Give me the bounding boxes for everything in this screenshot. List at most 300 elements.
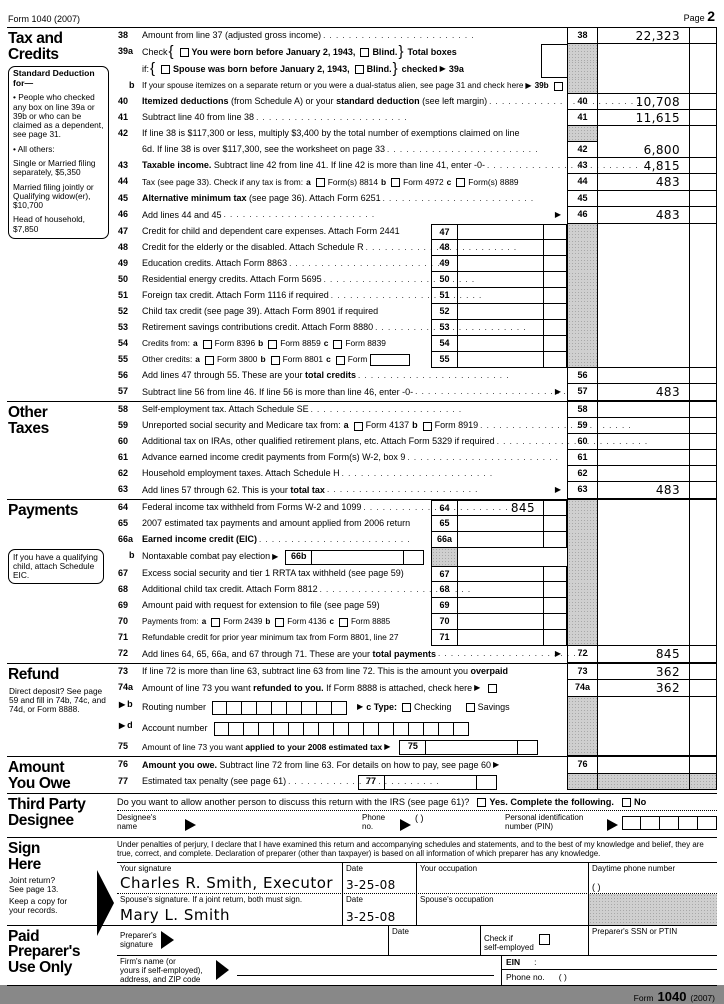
- line-number: 56: [118, 370, 129, 380]
- cents-entry: [690, 516, 717, 532]
- line-number: 70: [118, 616, 129, 626]
- line-letter: d: [127, 720, 133, 730]
- char-box: [242, 701, 257, 715]
- entry-line-number: 62: [567, 466, 598, 482]
- line-66a-row: [117, 532, 717, 548]
- line-label: Additional child tax credit. Attach Form 8812: [142, 584, 318, 595]
- line-39b-tag: 39b: [534, 80, 549, 90]
- dotted-leader: [256, 114, 562, 123]
- firm-name-cell[interactable]: [117, 956, 502, 985]
- line-number: 75: [118, 741, 129, 751]
- designee-yes-label: Yes. Complete the following.: [489, 797, 614, 807]
- cents-entry[interactable]: [690, 207, 717, 224]
- daytime-phone-value[interactable]: ( ): [592, 881, 601, 892]
- option-letter: b: [412, 420, 418, 431]
- line-41-row: [117, 110, 717, 126]
- line-69-inner-entry: [431, 598, 567, 614]
- entry-line-number: 41: [567, 110, 598, 126]
- entry-line-number: [567, 614, 598, 630]
- cents-entry[interactable]: [544, 320, 567, 336]
- cents-entry: [690, 598, 717, 614]
- cents-entry[interactable]: [544, 256, 567, 272]
- self-employed-checkbox[interactable]: [539, 934, 550, 945]
- cents-entry[interactable]: [544, 288, 567, 304]
- amount-entry[interactable]: [458, 598, 544, 614]
- line-number: 62: [118, 468, 129, 478]
- line-number: 59: [118, 420, 129, 430]
- cents-entry[interactable]: [690, 142, 717, 158]
- other-form-checkbox[interactable]: [336, 356, 345, 365]
- line-number: 72: [118, 648, 129, 658]
- cents-entry[interactable]: [544, 630, 567, 646]
- form-8801-checkbox[interactable]: [271, 356, 280, 365]
- char-box: [641, 816, 660, 830]
- your-date-cell[interactable]: [343, 863, 417, 893]
- entry-line-number: [567, 126, 598, 142]
- cents-entry[interactable]: [544, 598, 567, 614]
- entry-line-number: 49: [431, 256, 458, 272]
- arrow-icon: [357, 703, 363, 712]
- form-2439-checkbox[interactable]: [211, 618, 220, 627]
- arrow-icon: [216, 960, 229, 980]
- arrow-icon: [400, 819, 411, 831]
- designee-yes-checkbox[interactable]: [477, 798, 486, 807]
- cents-entry[interactable]: [544, 582, 567, 598]
- entry-line-number: [567, 256, 598, 272]
- cents-entry[interactable]: [690, 680, 717, 697]
- amount-entry[interactable]: [458, 630, 544, 646]
- standard-deduction-note-2: • All others:: [13, 145, 105, 154]
- cents-entry[interactable]: [544, 336, 567, 352]
- char-box: [379, 722, 394, 736]
- line-54-inner-entry: [431, 336, 567, 352]
- spouse-signature-value[interactable]: Mary L. Smith: [120, 905, 231, 924]
- cents-entry: [690, 739, 717, 756]
- designee-pin-entry[interactable]: [622, 816, 717, 830]
- cents-entry[interactable]: [544, 500, 567, 516]
- signature-table: [117, 862, 717, 925]
- spouse-born-before-1943-checkbox[interactable]: [161, 65, 170, 74]
- line-76-amount-entry[interactable]: [598, 757, 690, 774]
- form-8889-label: Form(s) 8889: [468, 176, 519, 187]
- line-49-inner-entry: [431, 256, 567, 272]
- line-72-amount-entry[interactable]: 845: [598, 646, 690, 663]
- your-date-value[interactable]: 3-25-08: [346, 877, 396, 892]
- section-payments: [7, 500, 717, 664]
- line-44-row: [117, 174, 717, 191]
- line-67-row: [117, 566, 717, 582]
- cents-entry: [690, 256, 717, 272]
- section-paid-preparer: [7, 926, 717, 986]
- line-label: Add lines 47 through 55. These are your: [142, 370, 305, 381]
- line-67-inner-entry: [431, 566, 567, 582]
- form-8888-checkbox[interactable]: [488, 684, 497, 693]
- cents-entry[interactable]: [544, 240, 567, 256]
- form-8839-checkbox[interactable]: [333, 340, 342, 349]
- cents-entry[interactable]: [544, 352, 567, 368]
- cents-entry: [690, 718, 717, 739]
- dotted-leader: [288, 778, 355, 787]
- form-4137-checkbox[interactable]: [354, 422, 363, 431]
- arrow-icon: [119, 700, 125, 709]
- cents-entry[interactable]: [544, 304, 567, 320]
- amount-entry[interactable]: [458, 614, 544, 630]
- cents-entry[interactable]: [690, 466, 717, 482]
- ein-row[interactable]: [502, 956, 717, 970]
- preparer-date-cell[interactable]: [389, 926, 481, 956]
- line-label: If line 72 is more than line 63, subtract line 63 from line 72. This is the amount you: [142, 666, 471, 677]
- entry-line-number: [567, 44, 598, 61]
- cents-entry[interactable]: [690, 384, 717, 401]
- line-65-inner-entry: [431, 516, 567, 532]
- amount-entry: [598, 718, 690, 739]
- entry-line-number: [567, 61, 598, 78]
- total-boxes-label-1: Total boxes: [407, 46, 457, 57]
- spouse-itemizes-checkbox[interactable]: [554, 82, 563, 91]
- cents-entry[interactable]: [690, 757, 717, 774]
- arrow-icon: [555, 486, 561, 495]
- line-74a-amount-entry[interactable]: 362: [598, 680, 690, 697]
- line-42-row-2: [117, 142, 717, 158]
- form-8859-checkbox[interactable]: [268, 340, 277, 349]
- phone-row[interactable]: [502, 970, 717, 984]
- entry-line-number: [567, 630, 598, 646]
- line-64-amount-entry[interactable]: 845: [458, 500, 544, 516]
- amount-entry[interactable]: [458, 516, 544, 532]
- line-label: Estimated tax penalty (see page 61): [142, 776, 287, 787]
- cents-entry[interactable]: [690, 191, 717, 207]
- form-8919-label: Form 8919: [434, 420, 479, 431]
- amount-entry[interactable]: [458, 288, 544, 304]
- cents-entry[interactable]: [544, 566, 567, 582]
- cents-entry[interactable]: [690, 482, 717, 499]
- line-label: Add lines 57 through 62. This is your: [142, 484, 291, 495]
- designee-phone-entry[interactable]: ( ): [415, 813, 424, 823]
- line-55-row: [117, 352, 717, 368]
- spouse-signature-label: Spouse's signature. If a joint return, both must sign.: [120, 894, 303, 904]
- line-59-amount-entry[interactable]: [598, 418, 690, 434]
- line-61-amount-entry[interactable]: [598, 450, 690, 466]
- entry-line-number: [567, 336, 598, 352]
- your-signature-value[interactable]: Charles R. Smith, Executor: [120, 873, 334, 892]
- entry-line-number: 48: [431, 240, 458, 256]
- cents-entry[interactable]: [544, 532, 567, 548]
- line-label-bold: Amount you owe.: [142, 759, 217, 770]
- routing-number-entry[interactable]: [212, 701, 347, 715]
- option-letter: c: [329, 616, 334, 626]
- option-letter: c: [326, 354, 331, 365]
- amount-entry[interactable]: [458, 582, 544, 598]
- cents-entry: [690, 548, 717, 566]
- arrow-icon: [272, 553, 278, 562]
- cents-entry[interactable]: [404, 550, 424, 565]
- form-8885-checkbox[interactable]: [339, 618, 348, 627]
- amount-entry[interactable]: [458, 566, 544, 582]
- arrow-icon: [384, 743, 390, 752]
- brace-open: [169, 44, 174, 60]
- cents-entry[interactable]: [690, 174, 717, 191]
- footer-form-number: 1040: [657, 988, 687, 1004]
- form-8396-checkbox[interactable]: [203, 340, 212, 349]
- line-label: 2007 estimated tax payments and amount applied from 2006 return: [142, 518, 411, 529]
- your-signature-label: Your signature: [120, 863, 172, 873]
- amount-entry[interactable]: [458, 240, 544, 256]
- cents-entry[interactable]: [544, 516, 567, 532]
- line-57-amount-entry[interactable]: 483: [598, 384, 690, 401]
- line-39a-row-2: [117, 61, 717, 78]
- entry-line-number: [567, 774, 598, 790]
- cents-entry[interactable]: [690, 402, 717, 418]
- account-number-entry[interactable]: [214, 722, 469, 736]
- line-53-row: [117, 320, 717, 336]
- amount-entry: [598, 44, 690, 61]
- arrow-icon: [555, 388, 561, 397]
- line-number: 53: [118, 322, 129, 332]
- form-4136-checkbox[interactable]: [275, 618, 284, 627]
- entry-line-number: 59: [567, 418, 598, 434]
- preparer-ssn-cell[interactable]: [589, 926, 717, 956]
- line-label: Household employment taxes. Attach Schedule H: [142, 468, 340, 479]
- amount-entry[interactable]: [458, 336, 544, 352]
- cents-entry[interactable]: [544, 614, 567, 630]
- spouse-blind-checkbox[interactable]: [355, 65, 364, 74]
- cents-entry[interactable]: [690, 450, 717, 466]
- your-occupation-cell[interactable]: [417, 863, 589, 893]
- line-number: 42: [118, 128, 129, 138]
- preparer-signature-cell[interactable]: [117, 926, 389, 956]
- spouse-signature-row: [117, 894, 717, 925]
- account-number-label: Account number: [142, 722, 208, 733]
- arrow-icon: [607, 819, 618, 831]
- entry-line-number: [567, 516, 598, 532]
- line-68-row: [117, 582, 717, 598]
- cents-entry: [690, 78, 717, 94]
- total-boxes-entry[interactable]: [541, 44, 567, 61]
- arrow-icon: [185, 819, 196, 831]
- cents-entry[interactable]: [690, 94, 717, 110]
- designee-no-checkbox[interactable]: [622, 798, 631, 807]
- eic-note-box: If you have a qualifying child, attach Schedule EIC.: [8, 549, 104, 585]
- arrow-icon: [119, 721, 125, 730]
- amount-entry[interactable]: [458, 352, 544, 368]
- cents-entry[interactable]: [690, 368, 717, 384]
- char-box: [454, 722, 469, 736]
- line-38-amount-entry[interactable]: 22,323: [598, 28, 690, 44]
- amount-entry: [598, 304, 690, 320]
- line-number: 38: [118, 30, 129, 40]
- char-box: [229, 722, 244, 736]
- char-box: [227, 701, 242, 715]
- amount-entry: [598, 566, 690, 582]
- section-amount-you-owe: [7, 757, 717, 794]
- cents-entry[interactable]: [690, 434, 717, 450]
- line-75-amount-entry[interactable]: [426, 740, 518, 755]
- cents-entry[interactable]: [518, 740, 538, 755]
- line-number: 57: [118, 386, 129, 396]
- line-60-amount-entry[interactable]: [598, 434, 690, 450]
- line-label: (see left margin): [419, 96, 488, 107]
- designee-pin-label: Personal identification number (PIN): [505, 813, 584, 832]
- char-box: [287, 701, 302, 715]
- amount-entry[interactable]: [458, 272, 544, 288]
- your-occupation-label: Your occupation: [420, 863, 478, 873]
- cents-entry[interactable]: [690, 28, 717, 44]
- taxpayer-signature-row: [117, 863, 717, 894]
- option-letter: b: [265, 616, 271, 626]
- line-label: Subtract line 72 from line 63. For details on how to pay, see page 60: [217, 759, 491, 770]
- arrow-icon: [525, 82, 531, 91]
- shaded-cell: [431, 548, 458, 566]
- cents-entry: [690, 352, 717, 368]
- line-label: If Form 8888 is attached, check here: [323, 682, 473, 693]
- cents-entry: [690, 61, 717, 78]
- line-number: 54: [118, 338, 129, 348]
- arrow-icon: [555, 211, 561, 220]
- line-56-amount-entry[interactable]: [598, 368, 690, 384]
- spouse-date-value[interactable]: 3-25-08: [346, 909, 396, 924]
- line-73-row: [117, 664, 717, 680]
- line-40-amount-entry[interactable]: 10,708: [598, 94, 690, 110]
- form-8919-checkbox[interactable]: [423, 422, 432, 431]
- dotted-leader: [323, 32, 562, 41]
- other-form-name-entry[interactable]: [370, 354, 410, 366]
- amount-entry[interactable]: [458, 256, 544, 272]
- cents-entry[interactable]: [544, 224, 567, 240]
- line-label-bold: Earned income credit (EIC): [142, 534, 258, 545]
- form-4972-checkbox[interactable]: [391, 178, 400, 187]
- line-label: Amount of line 73 you want: [142, 741, 246, 752]
- form-8814-checkbox[interactable]: [316, 178, 325, 187]
- dotted-leader: [480, 422, 562, 431]
- line-41-amount-entry[interactable]: 11,615: [598, 110, 690, 126]
- line-number: 60: [118, 436, 129, 446]
- savings-checkbox[interactable]: [466, 703, 475, 712]
- cents-entry[interactable]: [690, 158, 717, 174]
- amount-entry: [598, 61, 690, 78]
- line-number: 44: [118, 176, 129, 186]
- section-title-third-party: Third Party Designee: [8, 796, 86, 829]
- line-62-amount-entry[interactable]: [598, 466, 690, 482]
- line-label: Retirement savings contributions credit. Attach Form 8880: [142, 322, 374, 333]
- dotted-leader: [324, 276, 426, 285]
- check-label: Check: [142, 46, 168, 57]
- cents-entry: [690, 614, 717, 630]
- entry-line-number: 63: [567, 482, 598, 499]
- line-label: Subtract line 42 from line 41. If line 42 is more than line 41, enter -0-: [211, 160, 486, 171]
- amount-entry[interactable]: [458, 532, 544, 548]
- line-letter: b: [127, 699, 133, 709]
- line-45-amount-entry[interactable]: [598, 191, 690, 207]
- you-born-before-1943-checkbox[interactable]: [180, 48, 189, 57]
- line-number: [117, 61, 142, 78]
- form-3800-checkbox[interactable]: [205, 356, 214, 365]
- cents-entry[interactable]: [544, 272, 567, 288]
- char-box: [289, 722, 304, 736]
- line-48-inner-entry: [431, 240, 567, 256]
- amount-entry: [598, 352, 690, 368]
- you-blind-checkbox[interactable]: [360, 48, 369, 57]
- arrow-icon: [474, 684, 480, 693]
- line-43-amount-entry[interactable]: 4,815: [598, 158, 690, 174]
- cents-entry[interactable]: [690, 664, 717, 680]
- amount-entry: [598, 774, 690, 790]
- cents-entry[interactable]: [690, 110, 717, 126]
- entry-line-number: 50: [431, 272, 458, 288]
- option-letter: c: [323, 338, 329, 349]
- phone-value: ( ): [558, 971, 567, 982]
- designee-phone-label: Phone no.: [362, 813, 386, 832]
- line-66b-amount-entry[interactable]: [312, 550, 404, 565]
- amount-entry[interactable]: [458, 224, 544, 240]
- entry-line-number: 60: [567, 434, 598, 450]
- spouse-signature-cell[interactable]: [117, 894, 343, 925]
- amount-entry: [598, 614, 690, 630]
- line-63-row: [117, 482, 717, 499]
- line-77-amount-entry[interactable]: [385, 775, 477, 790]
- line-73-amount-entry[interactable]: 362: [598, 664, 690, 680]
- dotted-leader: [489, 98, 562, 107]
- line-59-row: [117, 418, 717, 434]
- cents-entry: [690, 288, 717, 304]
- form-id: Form 1040 (2007): [8, 14, 81, 24]
- char-box: [364, 722, 379, 736]
- total-boxes-entry[interactable]: [541, 61, 567, 78]
- line-44-amount-entry[interactable]: 483: [598, 174, 690, 191]
- line-39a-option-1: You were born before January 2, 1943,: [191, 46, 356, 57]
- line-77-entry-box: [358, 775, 497, 790]
- amount-entry: [598, 288, 690, 304]
- form-8859-label: Form 8859: [280, 338, 321, 349]
- other-form-label: Form: [347, 354, 368, 365]
- form-8889-checkbox[interactable]: [456, 178, 465, 187]
- checking-checkbox[interactable]: [402, 703, 411, 712]
- cents-entry[interactable]: [690, 418, 717, 434]
- amount-entry[interactable]: [458, 304, 544, 320]
- your-signature-cell[interactable]: [117, 863, 343, 893]
- entry-line-number: 66a: [431, 532, 458, 548]
- entry-line-number: 58: [567, 402, 598, 418]
- line-63-amount-entry[interactable]: 483: [598, 482, 690, 499]
- spouse-occupation-cell[interactable]: [417, 894, 589, 925]
- spouse-date-cell[interactable]: [343, 894, 417, 925]
- section-tax-and-credits: [7, 28, 717, 402]
- footer-form-label: Form: [633, 992, 654, 1003]
- amount-entry: [598, 320, 690, 336]
- line-46-amount-entry[interactable]: 483: [598, 207, 690, 224]
- cents-entry[interactable]: [477, 775, 497, 790]
- entry-line-number: [567, 272, 598, 288]
- standard-deduction-single: Single or Married filing separately, $5,350: [13, 157, 96, 178]
- line-47-inner-entry: [431, 224, 567, 240]
- line-52-row: [117, 304, 717, 320]
- amount-entry[interactable]: [458, 320, 544, 336]
- line-label-bold: applied to your 2008 estimated tax: [245, 741, 383, 752]
- line-64-inner-entry: [431, 500, 567, 516]
- section-title-refund: Refund: [8, 666, 59, 683]
- daytime-phone-cell[interactable]: [589, 863, 717, 893]
- entry-line-number: [567, 320, 598, 336]
- option-letter: a: [343, 420, 349, 431]
- brace-open: [150, 61, 155, 77]
- line-58-amount-entry[interactable]: [598, 402, 690, 418]
- line-label-bold: total credits: [304, 370, 356, 381]
- firm-name-entry[interactable]: [237, 964, 494, 976]
- spouse-occupation-label: Spouse's occupation: [420, 894, 494, 904]
- line-42-amount-entry[interactable]: 6,800: [598, 142, 690, 158]
- cents-entry[interactable]: [690, 646, 717, 663]
- line-58-row: [117, 402, 717, 418]
- self-employed-label: Check if self-employed: [484, 933, 534, 952]
